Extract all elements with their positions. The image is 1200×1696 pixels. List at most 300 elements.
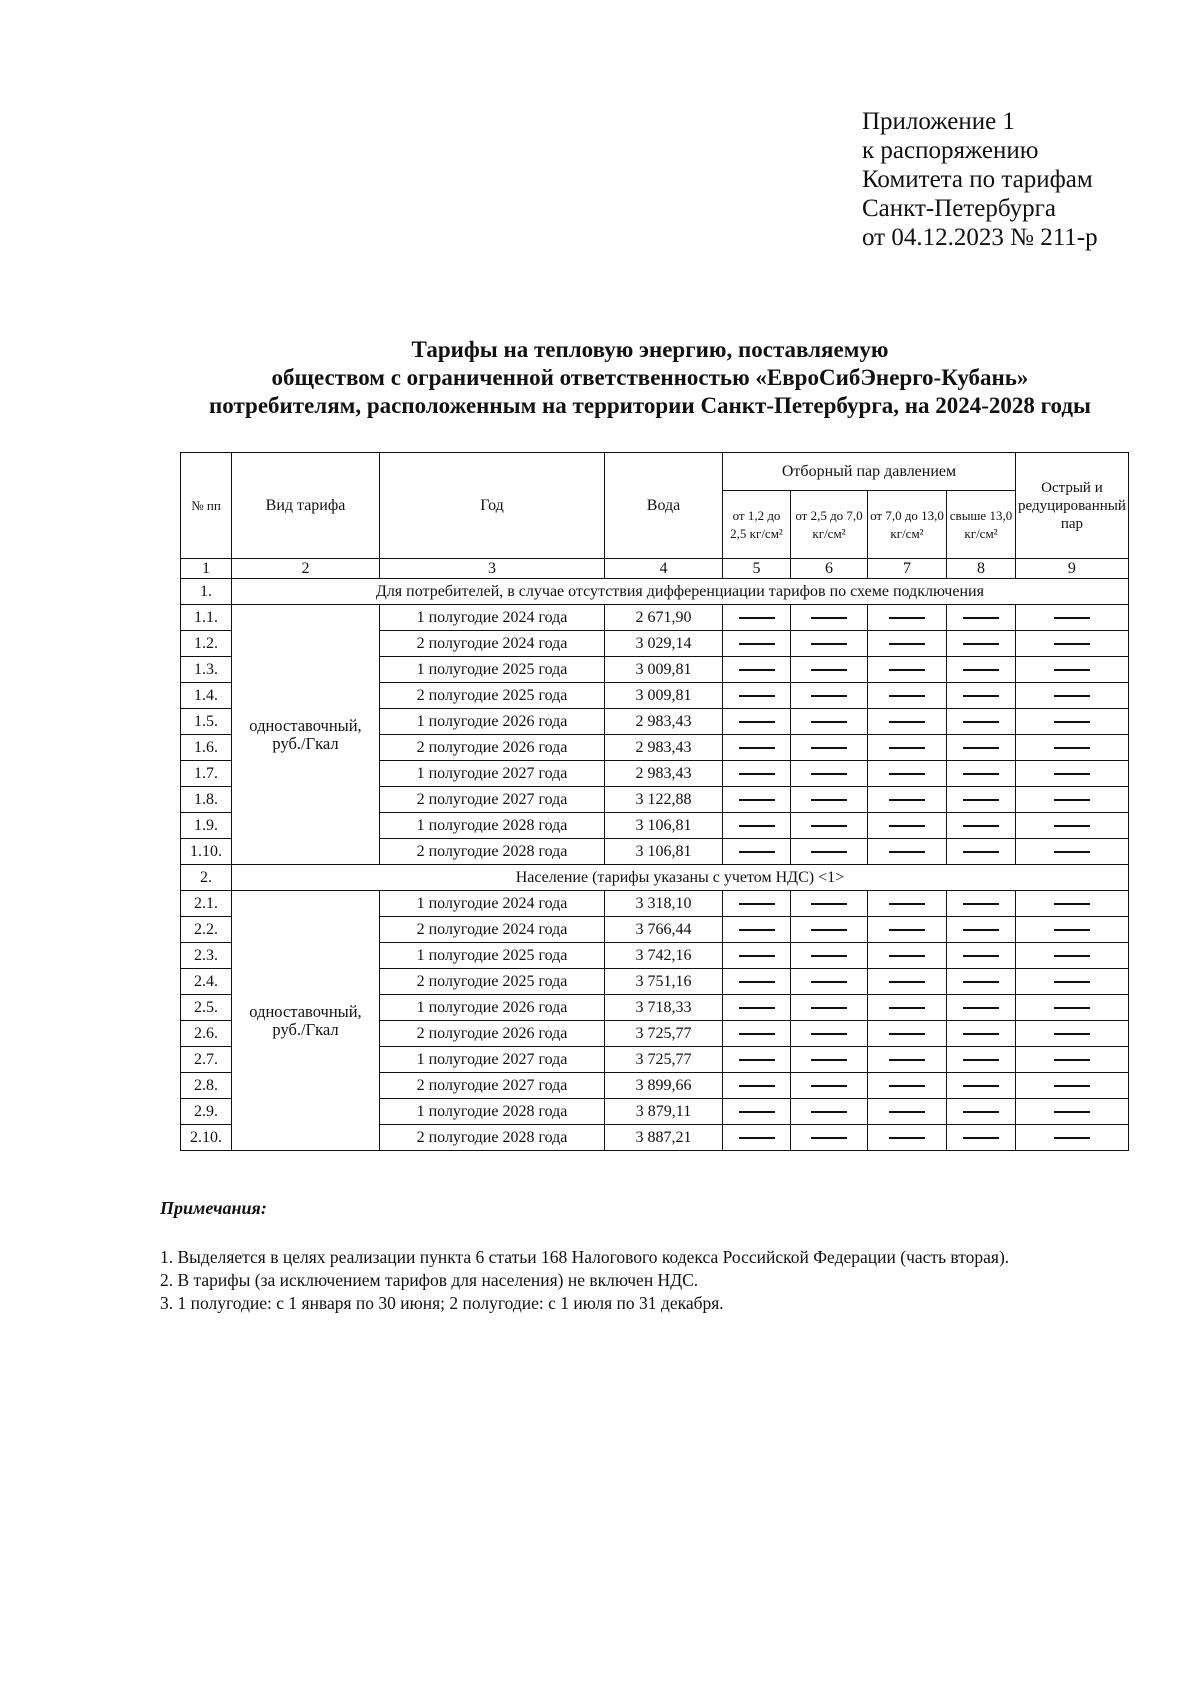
empty-value-cell bbox=[1016, 1099, 1129, 1125]
empty-value-cell bbox=[1016, 605, 1129, 631]
column-number-row bbox=[181, 559, 1129, 579]
empty-value-cell bbox=[868, 657, 947, 683]
empty-value-cell bbox=[1016, 995, 1129, 1021]
empty-value-cell bbox=[791, 683, 868, 709]
empty-value-cell bbox=[947, 709, 1016, 735]
dash-mark bbox=[889, 747, 925, 749]
empty-value-cell bbox=[868, 1073, 947, 1099]
column-number: 5 bbox=[723, 559, 791, 579]
dash-mark bbox=[889, 851, 925, 853]
empty-value-cell bbox=[868, 995, 947, 1021]
empty-value-cell bbox=[1016, 917, 1129, 943]
row-num: 2.8. bbox=[181, 1073, 232, 1099]
water-value: 3 879,11 bbox=[605, 1099, 723, 1125]
dash-mark bbox=[739, 1085, 775, 1087]
empty-value-cell bbox=[868, 709, 947, 735]
dash-mark bbox=[811, 643, 847, 645]
header-num: № пп bbox=[181, 453, 232, 559]
empty-value-cell bbox=[1016, 683, 1129, 709]
empty-value-cell bbox=[947, 943, 1016, 969]
dash-mark bbox=[1054, 1033, 1090, 1035]
empty-value-cell bbox=[1016, 813, 1129, 839]
row-num: 2.6. bbox=[181, 1021, 232, 1047]
dash-mark bbox=[811, 903, 847, 905]
dash-mark bbox=[739, 799, 775, 801]
year-cell: 2 полугодие 2027 года bbox=[380, 1073, 605, 1099]
water-value: 3 718,33 bbox=[605, 995, 723, 1021]
empty-value-cell bbox=[868, 891, 947, 917]
dash-mark bbox=[811, 747, 847, 749]
appendix-reference bbox=[862, 107, 1098, 252]
empty-value-cell bbox=[723, 917, 791, 943]
empty-value-cell bbox=[791, 839, 868, 865]
empty-value-cell bbox=[791, 605, 868, 631]
water-value: 3 122,88 bbox=[605, 787, 723, 813]
dash-mark bbox=[1054, 773, 1090, 775]
dash-mark bbox=[739, 643, 775, 645]
row-num: 2.3. bbox=[181, 943, 232, 969]
year-cell: 1 полугодие 2025 года bbox=[380, 657, 605, 683]
dash-mark bbox=[963, 617, 999, 619]
dash-mark bbox=[889, 825, 925, 827]
dash-mark bbox=[811, 1007, 847, 1009]
dash-mark bbox=[739, 617, 775, 619]
dash-mark bbox=[1054, 799, 1090, 801]
empty-value-cell bbox=[723, 761, 791, 787]
dash-mark bbox=[739, 955, 775, 957]
water-value: 3 106,81 bbox=[605, 839, 723, 865]
year-cell: 2 полугодие 2025 года bbox=[380, 683, 605, 709]
empty-value-cell bbox=[947, 917, 1016, 943]
tariff-table bbox=[180, 452, 1129, 1151]
header-water: Вода bbox=[605, 453, 723, 559]
dash-mark bbox=[739, 747, 775, 749]
dash-mark bbox=[811, 773, 847, 775]
empty-value-cell bbox=[947, 995, 1016, 1021]
appendix-line: к распоряжению bbox=[862, 137, 1039, 164]
empty-value-cell bbox=[947, 839, 1016, 865]
header-tariff-type: Вид тарифа bbox=[232, 453, 380, 559]
empty-value-cell bbox=[1016, 657, 1129, 683]
empty-value-cell bbox=[868, 1099, 947, 1125]
empty-value-cell bbox=[947, 1125, 1016, 1151]
appendix-line: Приложение 1 bbox=[862, 108, 1015, 135]
empty-value-cell bbox=[791, 943, 868, 969]
section-row bbox=[181, 865, 1129, 891]
water-value: 3 009,81 bbox=[605, 683, 723, 709]
dash-mark bbox=[1054, 643, 1090, 645]
empty-value-cell bbox=[947, 683, 1016, 709]
dash-mark bbox=[963, 955, 999, 957]
dash-mark bbox=[889, 617, 925, 619]
empty-value-cell bbox=[723, 943, 791, 969]
dash-mark bbox=[963, 747, 999, 749]
dash-mark bbox=[963, 1111, 999, 1113]
empty-value-cell bbox=[791, 709, 868, 735]
empty-value-cell bbox=[723, 1099, 791, 1125]
dash-mark bbox=[811, 695, 847, 697]
dash-mark bbox=[739, 981, 775, 983]
empty-value-cell bbox=[723, 1047, 791, 1073]
dash-mark bbox=[1054, 1059, 1090, 1061]
empty-value-cell bbox=[791, 787, 868, 813]
section-num: 1. bbox=[181, 579, 232, 605]
empty-value-cell bbox=[1016, 839, 1129, 865]
row-num: 1.10. bbox=[181, 839, 232, 865]
dash-mark bbox=[739, 1137, 775, 1139]
dash-mark bbox=[1054, 825, 1090, 827]
dash-mark bbox=[889, 721, 925, 723]
empty-value-cell bbox=[723, 969, 791, 995]
empty-value-cell bbox=[1016, 761, 1129, 787]
empty-value-cell bbox=[868, 1047, 947, 1073]
year-cell: 1 полугодие 2024 года bbox=[380, 891, 605, 917]
empty-value-cell bbox=[868, 1125, 947, 1151]
dash-mark bbox=[963, 773, 999, 775]
dash-mark bbox=[1054, 929, 1090, 931]
empty-value-cell bbox=[947, 1073, 1016, 1099]
dash-mark bbox=[811, 721, 847, 723]
empty-value-cell bbox=[1016, 943, 1129, 969]
dash-mark bbox=[811, 1111, 847, 1113]
dash-mark bbox=[889, 929, 925, 931]
year-cell: 2 полугодие 2025 года bbox=[380, 969, 605, 995]
empty-value-cell bbox=[947, 631, 1016, 657]
header-steam-group: Отборный пар давлением bbox=[723, 453, 1016, 491]
dash-mark bbox=[1054, 1137, 1090, 1139]
dash-mark bbox=[739, 695, 775, 697]
dash-mark bbox=[811, 929, 847, 931]
dash-mark bbox=[739, 851, 775, 853]
dash-mark bbox=[739, 929, 775, 931]
note-item: 2. В тарифы (за исключением тарифов для населения) не включен НДС. bbox=[160, 1270, 699, 1290]
dash-mark bbox=[1054, 669, 1090, 671]
empty-value-cell bbox=[947, 1021, 1016, 1047]
empty-value-cell bbox=[791, 735, 868, 761]
dash-mark bbox=[739, 825, 775, 827]
dash-mark bbox=[889, 981, 925, 983]
dash-mark bbox=[889, 773, 925, 775]
tariff-type-cell: одноставочный, руб./Гкал bbox=[232, 891, 380, 1151]
empty-value-cell bbox=[723, 631, 791, 657]
row-num: 2.10. bbox=[181, 1125, 232, 1151]
note-item: 3. 1 полугодие: с 1 января по 30 июня; 2 полугодие: с 1 июля по 31 декабря. bbox=[160, 1293, 724, 1313]
empty-value-cell bbox=[791, 891, 868, 917]
dash-mark bbox=[811, 1059, 847, 1061]
document-title bbox=[160, 336, 1140, 420]
dash-mark bbox=[963, 851, 999, 853]
dash-mark bbox=[1054, 695, 1090, 697]
empty-value-cell bbox=[1016, 735, 1129, 761]
empty-value-cell bbox=[868, 683, 947, 709]
dash-mark bbox=[889, 903, 925, 905]
empty-value-cell bbox=[1016, 969, 1129, 995]
dash-mark bbox=[963, 695, 999, 697]
empty-value-cell bbox=[791, 631, 868, 657]
title-line: Тарифы на тепловую энергию, поставляемую bbox=[411, 337, 889, 362]
empty-value-cell bbox=[791, 813, 868, 839]
empty-value-cell bbox=[723, 605, 791, 631]
empty-value-cell bbox=[868, 917, 947, 943]
water-value: 3 899,66 bbox=[605, 1073, 723, 1099]
section-title: Для потребителей, в случае отсутствия дифференциации тарифов по схеме подключения bbox=[232, 579, 1129, 605]
empty-value-cell bbox=[723, 995, 791, 1021]
water-value: 2 983,43 bbox=[605, 735, 723, 761]
water-value: 3 318,10 bbox=[605, 891, 723, 917]
empty-value-cell bbox=[791, 1047, 868, 1073]
dash-mark bbox=[889, 643, 925, 645]
dash-mark bbox=[963, 903, 999, 905]
column-number: 7 bbox=[868, 559, 947, 579]
dash-mark bbox=[1054, 747, 1090, 749]
column-number: 9 bbox=[1016, 559, 1129, 579]
column-number: 2 bbox=[232, 559, 380, 579]
note-item: 1. Выделяется в целях реализации пункта 6 статьи 168 Налогового кодекса Российской Федерации (часть вторая). bbox=[160, 1247, 1010, 1267]
dash-mark bbox=[811, 1033, 847, 1035]
appendix-line: Санкт-Петербурга bbox=[862, 195, 1057, 222]
empty-value-cell bbox=[723, 1073, 791, 1099]
empty-value-cell bbox=[947, 891, 1016, 917]
water-value: 3 725,77 bbox=[605, 1047, 723, 1073]
water-value: 3 751,16 bbox=[605, 969, 723, 995]
empty-value-cell bbox=[947, 787, 1016, 813]
table-row bbox=[181, 605, 1129, 631]
dash-mark bbox=[889, 1137, 925, 1139]
year-cell: 1 полугодие 2027 года bbox=[380, 1047, 605, 1073]
empty-value-cell bbox=[947, 1047, 1016, 1073]
column-number: 8 bbox=[947, 559, 1016, 579]
water-value: 3 766,44 bbox=[605, 917, 723, 943]
dash-mark bbox=[811, 851, 847, 853]
dash-mark bbox=[963, 643, 999, 645]
dash-mark bbox=[963, 1033, 999, 1035]
empty-value-cell bbox=[723, 813, 791, 839]
water-value: 3 742,16 bbox=[605, 943, 723, 969]
empty-value-cell bbox=[1016, 787, 1129, 813]
empty-value-cell bbox=[723, 787, 791, 813]
dash-mark bbox=[1054, 1111, 1090, 1113]
year-cell: 2 полугодие 2024 года bbox=[380, 917, 605, 943]
empty-value-cell bbox=[723, 1021, 791, 1047]
row-num: 1.6. bbox=[181, 735, 232, 761]
row-num: 2.9. bbox=[181, 1099, 232, 1125]
row-num: 1.2. bbox=[181, 631, 232, 657]
dash-mark bbox=[1054, 981, 1090, 983]
appendix-line: от 04.12.2023 № 211-р bbox=[862, 224, 1098, 251]
row-num: 1.8. bbox=[181, 787, 232, 813]
header-year: Год bbox=[380, 453, 605, 559]
row-num: 2.7. bbox=[181, 1047, 232, 1073]
row-num: 1.5. bbox=[181, 709, 232, 735]
appendix-line: Комитета по тарифам bbox=[862, 166, 1093, 193]
header-steam-4: свыше 13,0 кг/см² bbox=[947, 491, 1016, 559]
year-cell: 1 полугодие 2026 года bbox=[380, 709, 605, 735]
dash-mark bbox=[811, 825, 847, 827]
empty-value-cell bbox=[723, 891, 791, 917]
dash-mark bbox=[889, 669, 925, 671]
tariff-type-cell: одноставочный, руб./Гкал bbox=[232, 605, 380, 865]
column-number: 6 bbox=[791, 559, 868, 579]
water-value: 3 009,81 bbox=[605, 657, 723, 683]
notes bbox=[160, 1246, 1120, 1315]
empty-value-cell bbox=[947, 735, 1016, 761]
empty-value-cell bbox=[868, 761, 947, 787]
empty-value-cell bbox=[1016, 1021, 1129, 1047]
water-value: 3 887,21 bbox=[605, 1125, 723, 1151]
dash-mark bbox=[811, 669, 847, 671]
row-num: 1.9. bbox=[181, 813, 232, 839]
empty-value-cell bbox=[947, 969, 1016, 995]
empty-value-cell bbox=[723, 735, 791, 761]
year-cell: 1 полугодие 2027 года bbox=[380, 761, 605, 787]
dash-mark bbox=[963, 1137, 999, 1139]
year-cell: 2 полугодие 2026 года bbox=[380, 735, 605, 761]
dash-mark bbox=[1054, 1085, 1090, 1087]
dash-mark bbox=[889, 1111, 925, 1113]
dash-mark bbox=[811, 1085, 847, 1087]
water-value: 3 106,81 bbox=[605, 813, 723, 839]
empty-value-cell bbox=[723, 683, 791, 709]
dash-mark bbox=[1054, 903, 1090, 905]
row-num: 1.4. bbox=[181, 683, 232, 709]
header-steam-1: от 1,2 до 2,5 кг/см² bbox=[723, 491, 791, 559]
year-cell: 2 полугодие 2028 года bbox=[380, 1125, 605, 1151]
section-num: 2. bbox=[181, 865, 232, 891]
row-num: 2.1. bbox=[181, 891, 232, 917]
empty-value-cell bbox=[868, 943, 947, 969]
empty-value-cell bbox=[791, 917, 868, 943]
empty-value-cell bbox=[947, 761, 1016, 787]
table-row bbox=[181, 891, 1129, 917]
dash-mark bbox=[811, 955, 847, 957]
column-number: 3 bbox=[380, 559, 605, 579]
notes-title: Примечания: bbox=[160, 1198, 267, 1218]
empty-value-cell bbox=[947, 605, 1016, 631]
header-steam-2: от 2,5 до 7,0 кг/см² bbox=[791, 491, 868, 559]
header-sharp-steam: Острый и редуцированный пар bbox=[1016, 453, 1129, 559]
water-value: 2 983,43 bbox=[605, 761, 723, 787]
dash-mark bbox=[1054, 851, 1090, 853]
dash-mark bbox=[889, 1033, 925, 1035]
row-num: 2.5. bbox=[181, 995, 232, 1021]
section-title: Население (тарифы указаны с учетом НДС) <1> bbox=[232, 865, 1129, 891]
dash-mark bbox=[889, 1085, 925, 1087]
dash-mark bbox=[963, 1085, 999, 1087]
empty-value-cell bbox=[947, 813, 1016, 839]
empty-value-cell bbox=[868, 735, 947, 761]
empty-value-cell bbox=[868, 605, 947, 631]
dash-mark bbox=[739, 903, 775, 905]
empty-value-cell bbox=[723, 709, 791, 735]
dash-mark bbox=[739, 1007, 775, 1009]
dash-mark bbox=[963, 825, 999, 827]
empty-value-cell bbox=[868, 787, 947, 813]
water-value: 3 029,14 bbox=[605, 631, 723, 657]
empty-value-cell bbox=[791, 1021, 868, 1047]
empty-value-cell bbox=[791, 1125, 868, 1151]
year-cell: 2 полугодие 2026 года bbox=[380, 1021, 605, 1047]
dash-mark bbox=[963, 1059, 999, 1061]
dash-mark bbox=[739, 1111, 775, 1113]
year-cell: 1 полугодие 2024 года bbox=[380, 605, 605, 631]
empty-value-cell bbox=[947, 657, 1016, 683]
year-cell: 1 полугодие 2025 года bbox=[380, 943, 605, 969]
dash-mark bbox=[963, 721, 999, 723]
empty-value-cell bbox=[1016, 631, 1129, 657]
dash-mark bbox=[1054, 955, 1090, 957]
dash-mark bbox=[1054, 721, 1090, 723]
empty-value-cell bbox=[868, 813, 947, 839]
dash-mark bbox=[1054, 1007, 1090, 1009]
year-cell: 1 полугодие 2026 года bbox=[380, 995, 605, 1021]
dash-mark bbox=[963, 669, 999, 671]
year-cell: 2 полугодие 2028 года bbox=[380, 839, 605, 865]
dash-mark bbox=[739, 721, 775, 723]
empty-value-cell bbox=[1016, 709, 1129, 735]
dash-mark bbox=[811, 799, 847, 801]
year-cell: 1 полугодие 2028 года bbox=[380, 813, 605, 839]
empty-value-cell bbox=[723, 839, 791, 865]
empty-value-cell bbox=[791, 995, 868, 1021]
dash-mark bbox=[739, 1033, 775, 1035]
year-cell: 1 полугодие 2028 года bbox=[380, 1099, 605, 1125]
empty-value-cell bbox=[723, 657, 791, 683]
column-number: 4 bbox=[605, 559, 723, 579]
empty-value-cell bbox=[791, 1073, 868, 1099]
empty-value-cell bbox=[791, 761, 868, 787]
dash-mark bbox=[739, 1059, 775, 1061]
dash-mark bbox=[811, 617, 847, 619]
year-cell: 2 полугодие 2024 года bbox=[380, 631, 605, 657]
title-line: потребителям, расположенным на территории Санкт-Петербурга, на 2024-2028 годы bbox=[209, 393, 1091, 418]
empty-value-cell bbox=[868, 839, 947, 865]
empty-value-cell bbox=[1016, 891, 1129, 917]
row-num: 1.7. bbox=[181, 761, 232, 787]
title-line: обществом с ограниченной ответственностью «ЕвроСибЭнерго-Кубань» bbox=[271, 365, 1029, 390]
empty-value-cell bbox=[1016, 1125, 1129, 1151]
column-number: 1 bbox=[181, 559, 232, 579]
dash-mark bbox=[889, 1007, 925, 1009]
dash-mark bbox=[963, 929, 999, 931]
row-num: 2.4. bbox=[181, 969, 232, 995]
empty-value-cell bbox=[1016, 1073, 1129, 1099]
section-row bbox=[181, 579, 1129, 605]
dash-mark bbox=[811, 1137, 847, 1139]
dash-mark bbox=[739, 669, 775, 671]
dash-mark bbox=[889, 799, 925, 801]
dash-mark bbox=[1054, 617, 1090, 619]
empty-value-cell bbox=[791, 969, 868, 995]
empty-value-cell bbox=[723, 1125, 791, 1151]
row-num: 2.2. bbox=[181, 917, 232, 943]
year-cell: 2 полугодие 2027 года bbox=[380, 787, 605, 813]
empty-value-cell bbox=[868, 631, 947, 657]
row-num: 1.3. bbox=[181, 657, 232, 683]
row-num: 1.1. bbox=[181, 605, 232, 631]
empty-value-cell bbox=[868, 1021, 947, 1047]
dash-mark bbox=[811, 981, 847, 983]
empty-value-cell bbox=[868, 969, 947, 995]
empty-value-cell bbox=[791, 657, 868, 683]
empty-value-cell bbox=[1016, 1047, 1129, 1073]
dash-mark bbox=[963, 1007, 999, 1009]
water-value: 3 725,77 bbox=[605, 1021, 723, 1047]
dash-mark bbox=[889, 1059, 925, 1061]
water-value: 2 983,43 bbox=[605, 709, 723, 735]
empty-value-cell bbox=[791, 1099, 868, 1125]
dash-mark bbox=[889, 955, 925, 957]
dash-mark bbox=[889, 695, 925, 697]
